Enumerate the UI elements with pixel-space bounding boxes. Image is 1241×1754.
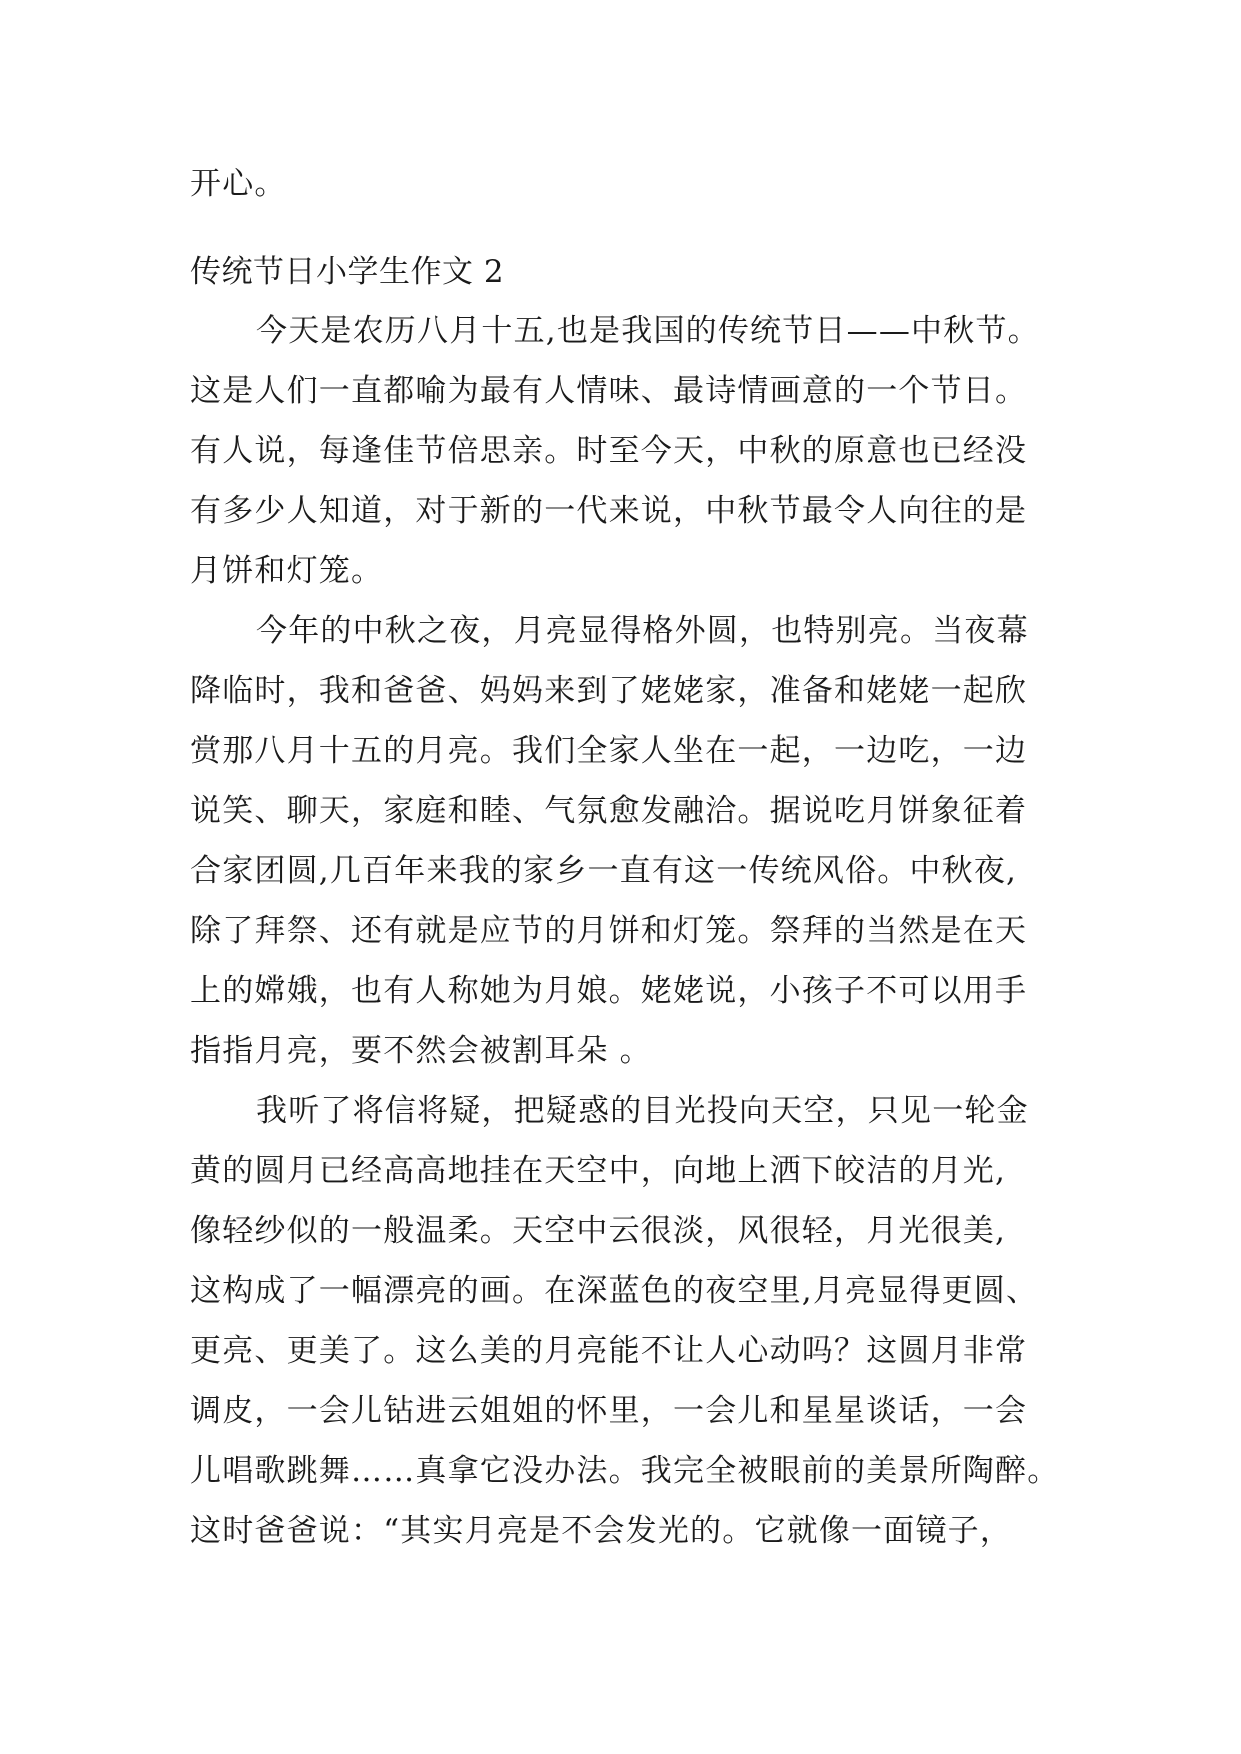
paragraph-line: 这时爸爸说：“其实月亮是不会发光的。它就像一面镜子， (190, 1513, 1013, 1549)
paragraph-line: 指指月亮，要不然会被割耳朵 。 (190, 1033, 652, 1069)
paragraph-line: 调皮，一会儿钻进云姐姐的怀里，一会儿和星星谈话，一会 (190, 1393, 1028, 1429)
paragraph-line: 这是人们一直都喻为最有人情味、最诗情画意的一个节日。 (190, 373, 1028, 409)
paragraph-line: 有人说，每逢佳节倍思亲。时至今天，中秋的原意也已经没 (190, 433, 1028, 469)
paragraph-line: 降临时，我和爸爸、妈妈来到了姥姥家，准备和姥姥一起欣 (190, 673, 1028, 709)
paragraph-line: 我听了将信将疑，把疑惑的目光投向天空，只见一轮金 (256, 1093, 1029, 1129)
paragraph-line: 更亮、更美了。这么美的月亮能不让人心动吗？这圆月非常 (190, 1333, 1028, 1369)
essay-title: 传统节日小学生作文 2 (190, 254, 505, 290)
paragraph-line: 除了拜祭、还有就是应节的月饼和灯笼。祭拜的当然是在天 (190, 913, 1028, 949)
paragraph-line: 这构成了一幅漂亮的画。在深蓝色的夜空里,月亮显得更圆、 (190, 1273, 1039, 1309)
paragraph-line: 儿唱歌跳舞……真拿它没办法。我完全被眼前的美景所陶醉。 (190, 1453, 1060, 1489)
paragraph-line: 黄的圆月已经高高地挂在天空中，向地上洒下皎洁的月光, (190, 1153, 1007, 1189)
paragraph-line: 上的嫦娥，也有人称她为月娘。姥姥说，小孩子不可以用手 (190, 973, 1028, 1009)
carryover-text: 开心。 (190, 166, 287, 202)
paragraph-line: 今天是农历八月十五,也是我国的传统节日——中秋节。 (256, 313, 1040, 349)
paragraph-line: 说笑、聊天，家庭和睦、气氛愈发融洽。据说吃月饼象征着 (190, 793, 1028, 829)
paragraph-line: 月饼和灯笼。 (190, 553, 384, 589)
paragraph-line: 合家团圆,几百年来我的家乡一直有这一传统风俗。中秋夜, (190, 853, 1018, 889)
paragraph-line: 有多少人知道，对于新的一代来说，中秋节最令人向往的是 (190, 493, 1028, 529)
paragraph-line: 赏那八月十五的月亮。我们全家人坐在一起，一边吃，一边 (190, 733, 1028, 769)
paragraph-line: 像轻纱似的一般温柔。天空中云很淡，风很轻，月光很美, (190, 1213, 1007, 1249)
paragraph-line: 今年的中秋之夜，月亮显得格外圆，也特别亮。当夜幕 (256, 613, 1029, 649)
